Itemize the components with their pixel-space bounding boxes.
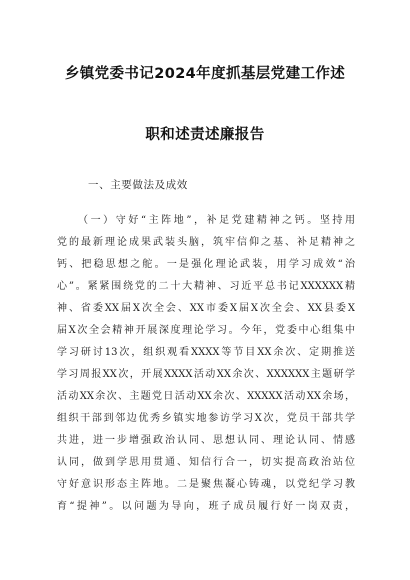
- body-paragraph: [57, 210, 355, 518]
- paragraph-line: 育“提神”。以问题为导向，班子成员履行好一岗双责，: [57, 501, 355, 512]
- document-title-line-1: 乡镇党委书记2024年度抓基层党建工作述: [64, 66, 346, 82]
- paragraph-line: 活动XX余次、主题党日活动XX余次、XXXXX活动XX余场，: [57, 391, 355, 402]
- paragraph-line: 学习研讨13次，组织观看XXXX等节目XX余次、定期推送: [57, 347, 355, 358]
- paragraph-line: 组织干部到邻边优秀乡镇实地参访学习X次，党员干部共学: [57, 413, 355, 424]
- paragraph-line: 学习周报XX次，开展XXXX活动XX余次、XXXXXX主题研学: [57, 369, 355, 380]
- paragraph-line: 神、省委XX届X次全会、XX市委X届X次全会、XX县委X: [57, 303, 355, 314]
- paragraph-line: 守好意识形态主阵地。二是聚焦凝心铸魂，以党纪学习教: [57, 479, 355, 490]
- paragraph-line: 心”。紧紧围绕党的二十大精神、习近平总书记XXXXXX精: [57, 281, 355, 292]
- section-heading: 一、主要做法及成效: [88, 179, 188, 191]
- paragraph-line: （一）守好“主阵地”，补足党建精神之钙。坚持用: [78, 215, 355, 226]
- paragraph-line: 党的最新理论成果武装头脑，筑牢信仰之基、补足精神之: [57, 237, 355, 248]
- paragraph-line: 共进，进一步增强政治认同、思想认同、理论认同、情感: [57, 435, 355, 446]
- document-title-line-2: 职和述责述廉报告: [145, 127, 265, 143]
- paragraph-line: 钙、把稳思想之舵。一是强化理论武装，用学习成效“治: [57, 259, 355, 270]
- paragraph-line: 认同，做到学思用贯通、知信行合一，切实提高政治站位: [57, 457, 355, 468]
- paragraph-line: 届X次全会精神开展深度理论学习。今年，党委中心组集中: [57, 325, 355, 336]
